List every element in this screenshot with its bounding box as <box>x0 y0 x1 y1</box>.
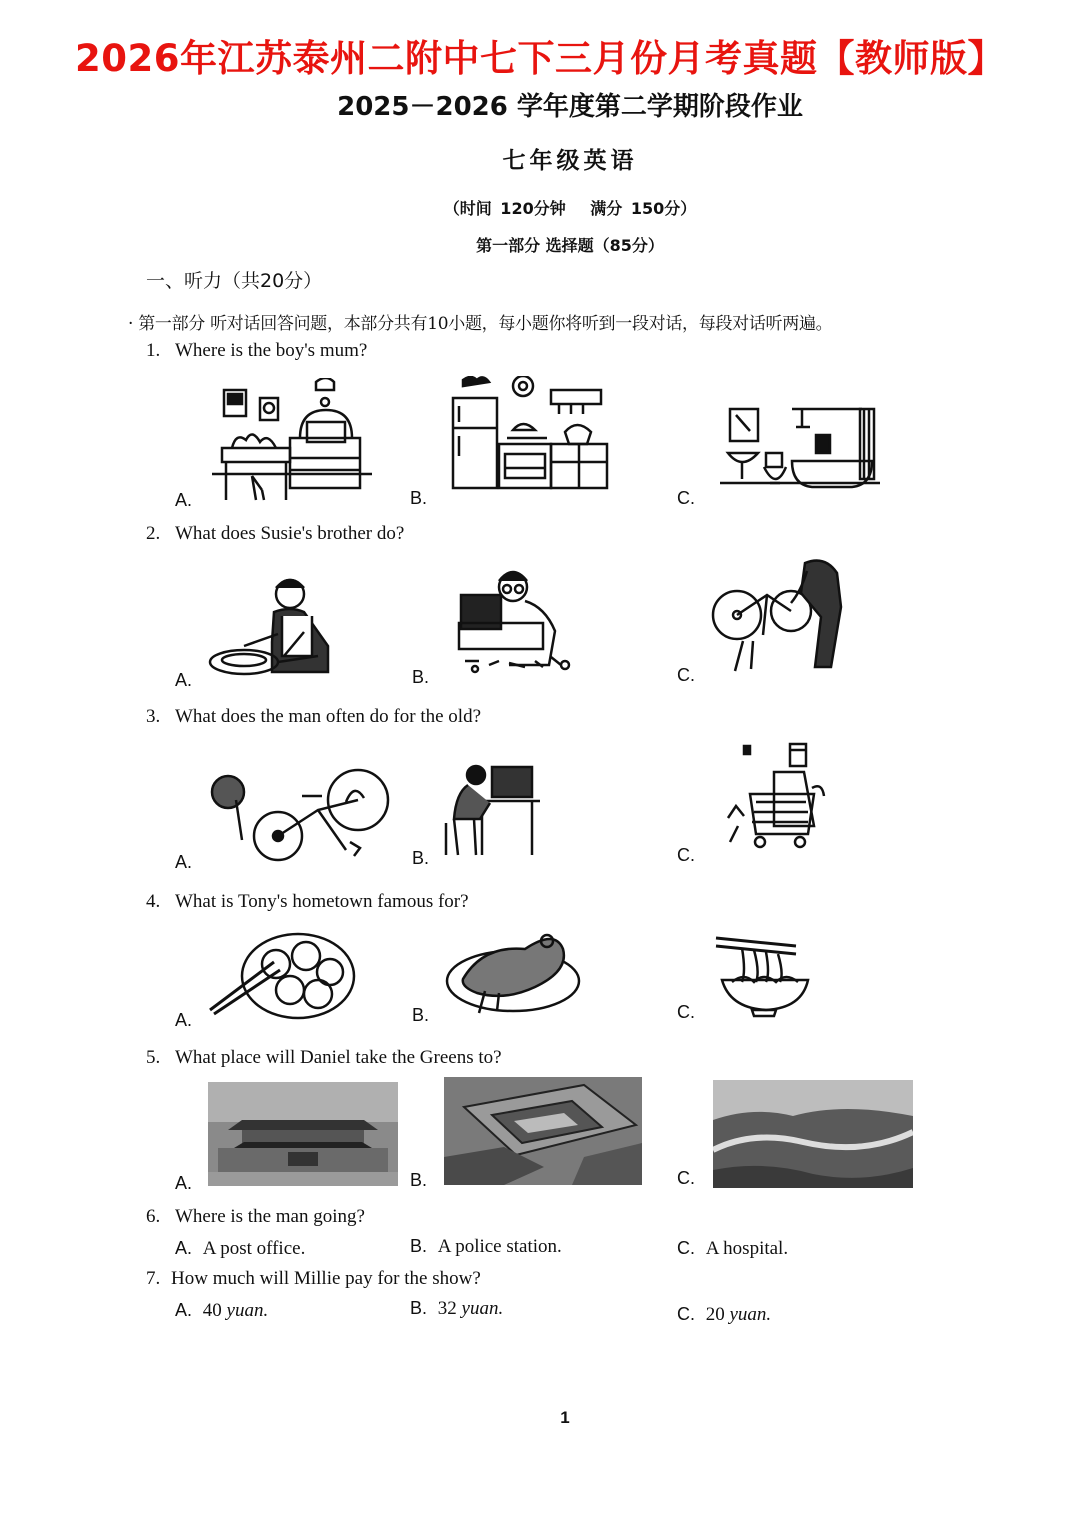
option-unit: yuan. <box>226 1300 269 1321</box>
question-6 <box>146 1206 365 1228</box>
part-heading: 第一部分 选择题（85分） <box>476 236 664 255</box>
question-number: 4. <box>146 891 161 912</box>
question-5 <box>146 1047 502 1069</box>
noodles-picture <box>712 930 817 1018</box>
option-letter: C. <box>677 1304 695 1324</box>
cooking-picture <box>208 572 343 682</box>
option-text: 40 <box>202 1300 222 1321</box>
option-b: B. <box>412 848 430 868</box>
option-letter: B. <box>410 1298 428 1318</box>
shopping-cart-picture <box>720 742 830 854</box>
option-unit: yuan. <box>729 1304 772 1325</box>
option-text: A post office. <box>202 1238 306 1259</box>
exam-title: 2025－2026 学年度第二学期阶段作业 <box>337 92 803 122</box>
palace-aerial-photo <box>444 1077 642 1185</box>
option-b <box>410 1236 562 1258</box>
repairing-picture <box>445 565 580 675</box>
option-b: B. <box>412 1005 430 1025</box>
option-a: A. <box>175 1010 193 1030</box>
question-number: 3. <box>146 706 161 727</box>
question-1 <box>146 340 367 362</box>
roast-duck-picture <box>443 927 583 1021</box>
question-text: What place will Daniel take the Greens to? <box>175 1047 502 1068</box>
option-a: A. <box>175 852 193 872</box>
exam-banner-title: 2026年江苏泰州二附中七下三月份月考真题【教师版】 <box>75 37 1005 80</box>
question-text: Where is the man going? <box>175 1206 365 1227</box>
option-unit: yuan. <box>461 1298 504 1319</box>
option-b: B. <box>410 488 428 508</box>
bathroom-picture <box>720 405 880 497</box>
exam-time-info: （时间 120分钟 满分 150分） <box>443 199 697 218</box>
option-letter: A. <box>175 1238 193 1258</box>
option-a <box>175 1238 305 1260</box>
option-c: C. <box>677 1002 695 1022</box>
option-c: C. <box>677 1168 695 1188</box>
bicycle-repair-picture <box>707 557 852 677</box>
great-wall-photo <box>713 1080 913 1188</box>
question-number: 6. <box>146 1206 161 1227</box>
question-4 <box>146 891 469 913</box>
cycling-picture <box>206 766 390 862</box>
option-b <box>410 1298 503 1320</box>
question-number: 2. <box>146 523 161 544</box>
question-3 <box>146 706 481 728</box>
exam-subject: 七年级英语 <box>502 147 638 174</box>
option-text: A hospital. <box>705 1238 789 1259</box>
page-number: 1 <box>560 1408 570 1427</box>
section-heading: 一、听力（共20分） <box>146 270 323 292</box>
bedroom-picture <box>212 378 372 506</box>
option-letter: A. <box>175 1300 193 1320</box>
question-7 <box>146 1268 481 1290</box>
option-a: A. <box>175 490 193 510</box>
option-c: C. <box>677 845 695 865</box>
option-a: A. <box>175 1173 193 1193</box>
option-letter: C. <box>677 1238 695 1258</box>
option-a: A. <box>175 670 193 690</box>
question-2 <box>146 523 404 545</box>
option-c <box>677 1304 771 1326</box>
question-number: 1. <box>146 340 161 361</box>
option-a <box>175 1300 268 1322</box>
question-number: 5. <box>146 1047 161 1068</box>
tiananmen-photo <box>208 1082 398 1186</box>
section-instruction: · 第一部分 听对话回答问题，本部分共有10小题，每小题你将听到一段对话，每段对话听两遍。 <box>128 314 833 334</box>
computer-picture <box>442 763 542 859</box>
option-b: B. <box>410 1170 428 1190</box>
option-text: 20 <box>705 1304 725 1325</box>
option-c: C. <box>677 665 695 685</box>
question-number: 7. <box>146 1268 161 1289</box>
question-text: What is Tony's hometown famous for? <box>175 891 469 912</box>
option-text: 32 <box>437 1298 457 1319</box>
question-text: What does Susie's brother do? <box>175 523 405 544</box>
question-text: How much will Millie pay for the show? <box>171 1268 481 1289</box>
question-text: Where is the boy's mum? <box>175 340 368 361</box>
dumplings-picture <box>206 928 358 1022</box>
option-c: C. <box>677 488 695 508</box>
kitchen-picture <box>447 376 612 490</box>
option-letter: B. <box>410 1236 428 1256</box>
option-text: A police station. <box>437 1236 562 1257</box>
option-c <box>677 1238 788 1260</box>
question-text: What does the man often do for the old? <box>175 706 482 727</box>
option-b: B. <box>412 667 430 687</box>
